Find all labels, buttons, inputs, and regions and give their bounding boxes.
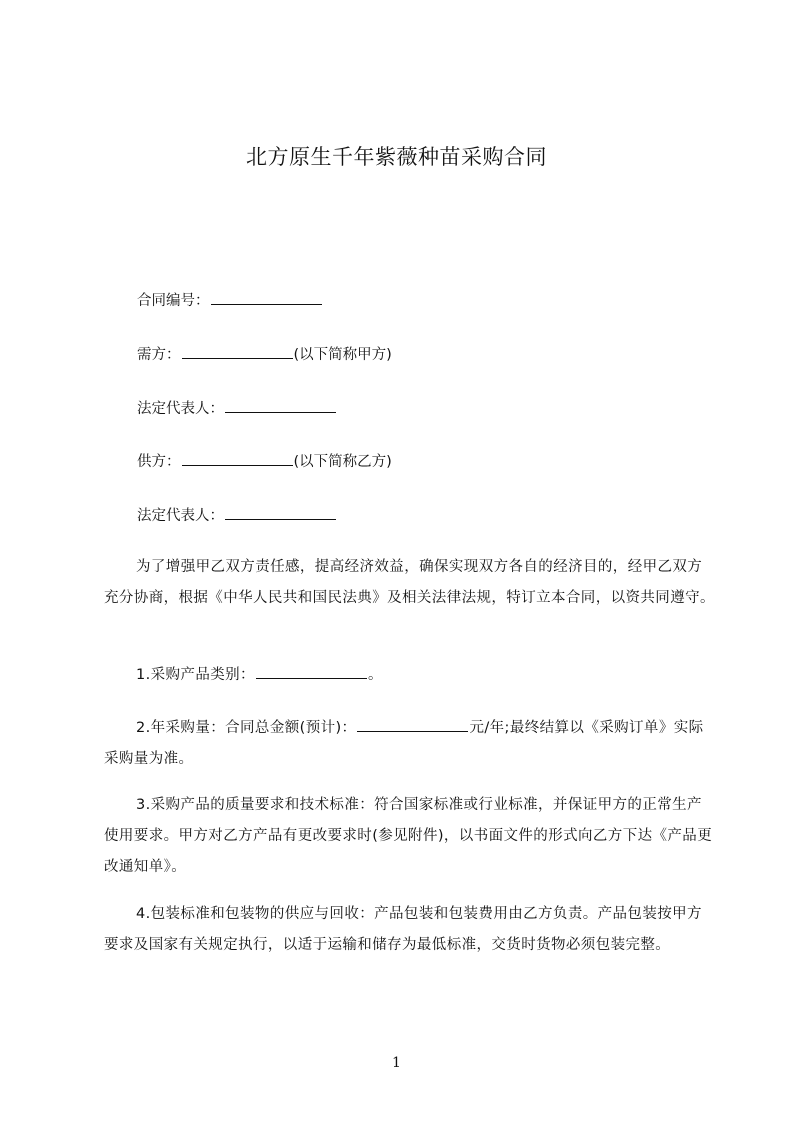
- contract-number-blank: [211, 289, 322, 305]
- preamble-paragraph: [104, 552, 716, 614]
- clause-2-prefix: 2.年采购量：合同总金额(预计)：: [136, 720, 357, 736]
- clause-1-suffix: 。: [367, 667, 383, 683]
- seller-blank: [182, 450, 293, 466]
- clause-2-blank: [357, 716, 468, 732]
- buyer-label: 需方：: [137, 347, 181, 363]
- buyer-representative-label: 法定代表人：: [137, 401, 224, 417]
- clause-3-text: 3.采购产品的质量要求和技术标准：符合国家标准或行业标准，并保证甲方的正常生产使用要求。甲方对乙方产品有更改要求时(参见附件)，以书面文件的形式向乙方下达《产品更改通知单》。: [104, 797, 713, 875]
- page-number: 1: [392, 1055, 401, 1071]
- seller-representative-label: 法定代表人：: [137, 508, 224, 524]
- buyer-suffix: (以下简称甲方): [293, 347, 392, 363]
- seller-representative-blank: [225, 504, 336, 520]
- clause-1: [104, 660, 716, 691]
- clause-3: [104, 790, 716, 883]
- buyer-blank: [182, 343, 293, 359]
- clause-4-text: 4.包装标准和包装物的供应与回收：产品包装和包装费用由乙方负责。产品包装按甲方要求及国家有关规定执行，以适于运输和储存为最低标准，交货时货物必须包装完整。: [104, 906, 702, 953]
- clause-1-blank: [256, 663, 367, 679]
- document-title: 北方原生千年紫薇种苗采购合同: [246, 145, 547, 169]
- seller-field: [137, 450, 392, 473]
- seller-suffix: (以下简称乙方): [293, 454, 392, 470]
- clause-2-suffix: 元/年;最终结算以《采购订单》实际采购量为准。: [104, 720, 704, 767]
- clause-4: [104, 899, 716, 961]
- clause-1-prefix: 1.采购产品类别：: [136, 667, 255, 683]
- buyer-representative-field: [137, 397, 337, 420]
- seller-representative-field: [137, 504, 337, 527]
- clause-2: [104, 713, 716, 775]
- contract-number-label: 合同编号：: [137, 293, 210, 309]
- buyer-representative-blank: [225, 397, 336, 413]
- buyer-field: [137, 343, 392, 366]
- contract-number-field: [137, 289, 323, 312]
- seller-label: 供方：: [137, 454, 181, 470]
- preamble-text: 为了增强甲乙双方责任感，提高经济效益，确保实现双方各自的经济目的，经甲乙双方充分协商，根据《中华人民共和国民法典》及相关法律法规，特订立本合同，以资共同遵守。: [104, 559, 715, 606]
